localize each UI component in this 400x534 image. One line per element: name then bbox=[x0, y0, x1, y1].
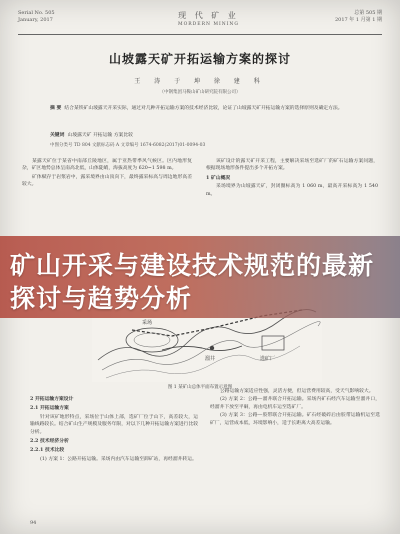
paragraph: (3) 方案 3：公路—胶带联合开拓运输。矿石经破碎后由胶带运输机运至选矿厂，运营成本低，环境影响小，适于长距离大高差运输。 bbox=[210, 413, 380, 426]
journal-title-en: MORDERN MINING bbox=[178, 22, 239, 27]
keywords bbox=[50, 131, 350, 138]
paragraph: 采场境界为山坡露天矿，封闭圈标高为 1 060 m，最高开采标高为 1 540 m。 bbox=[206, 184, 378, 197]
paragraph: 针对该矿地形特点，采场位于山体上部，选矿厂位于山下，高差较大，运输线路较长。结合矿山生产规模及服务年限，对以下几种开拓运输方案进行比较分析。 bbox=[30, 414, 198, 435]
journal-name bbox=[178, 10, 239, 27]
subsection-heading: 2.2 技术经济分析 bbox=[30, 438, 69, 445]
page-number: 94 bbox=[30, 520, 37, 526]
subsection-heading: 2.2.1 技术比较 bbox=[30, 447, 65, 454]
header-left bbox=[18, 10, 55, 24]
issue-date: January, 2017 bbox=[18, 17, 53, 23]
total-issue: 总第 505 期 bbox=[354, 10, 382, 16]
section-heading: 1 矿山概况 bbox=[206, 174, 231, 181]
paragraph: (2) 方案 2：公路—溜井联合开拓运输。采场内矿石经汽车运输至溜井口，经溜井下放至平硐，再由电机车运至选矿厂。 bbox=[210, 397, 380, 410]
paragraph: 矿体赋存于岩浆岩中，露采境界由山顶向下，最终露采标高与周边地形高差较大。 bbox=[22, 174, 192, 188]
paragraph: (1) 方案 1：公路开拓运输。采场内由汽车运输至卸矿站，再经溜井转运。 bbox=[40, 456, 197, 462]
body-column-1 bbox=[22, 158, 192, 238]
article-authors: 王 涛 于 坤 徐 建 科 bbox=[134, 78, 266, 85]
abstract-text: 结合某铁矿山坡露天开采实际，通过对几种开拓运输方案的技术经济比较，论证了山坡露天矿开拓运输方案的选择原则及确定方法。 bbox=[64, 106, 343, 111]
classification-line: 中图分类号 TD 804 文献标志码 A 文章编号 1674-6082(2017)01-0094-03 bbox=[50, 143, 206, 148]
abstract bbox=[50, 104, 350, 113]
header-rule bbox=[18, 34, 382, 35]
abstract-label: 摘 要 bbox=[50, 105, 62, 111]
figure-caption: 图 1 某矿山总体平面布置示意图 bbox=[167, 385, 233, 390]
serial-number: Serial No. 505 bbox=[18, 10, 55, 16]
journal-title-cn: 现 代 矿 业 bbox=[178, 11, 239, 20]
figure-label-pit: 采场 bbox=[142, 320, 153, 326]
figure-label-plant: 选矿厂 bbox=[260, 356, 276, 362]
paragraph: 该矿设计的露天矿开采工程，主要解决采场至选矿厂的矿石运输方案问题，根据现场地形条件提出多个开拓方案。 bbox=[206, 159, 378, 172]
issue-number: 2017 年 1 月第 1 期 bbox=[334, 17, 382, 23]
body-column-4 bbox=[210, 388, 380, 519]
figure-label-orepass: 溜井 bbox=[205, 356, 216, 362]
author-affiliation: （中钢集团马鞍山矿山研究院有限公司） bbox=[159, 90, 241, 95]
section-heading: 2 开拓运输方案设计 bbox=[30, 396, 74, 402]
body-column-2 bbox=[206, 158, 378, 238]
keywords-text: 山坡露天矿 开拓运输 方案比较 bbox=[67, 133, 133, 138]
ore-pass-marker bbox=[210, 346, 214, 350]
paragraph: 公路运输方案适应性强，灵活方便，但运营费用较高，受天气影响较大。 bbox=[220, 389, 374, 394]
body-column-3 bbox=[30, 394, 198, 519]
banner-title: 矿山开采与建设技术规范的最新探讨与趋势分析 bbox=[10, 251, 375, 313]
running-header bbox=[18, 6, 382, 34]
article-title: 山坡露天矿开拓运输方案的探讨 bbox=[108, 52, 291, 66]
header-right bbox=[335, 10, 382, 24]
subsection-heading: 2.1 开拓运输方案 bbox=[30, 405, 69, 412]
keywords-label: 关键词 bbox=[50, 132, 65, 138]
paragraph: 某露天矿位于某省中南部丘陵地区，属于亚热带季风气候区。区内地形复杂，矿区地势总体呈南高北低，山体陡峭，海拔高度为 620~1 598 m。 bbox=[22, 159, 192, 172]
